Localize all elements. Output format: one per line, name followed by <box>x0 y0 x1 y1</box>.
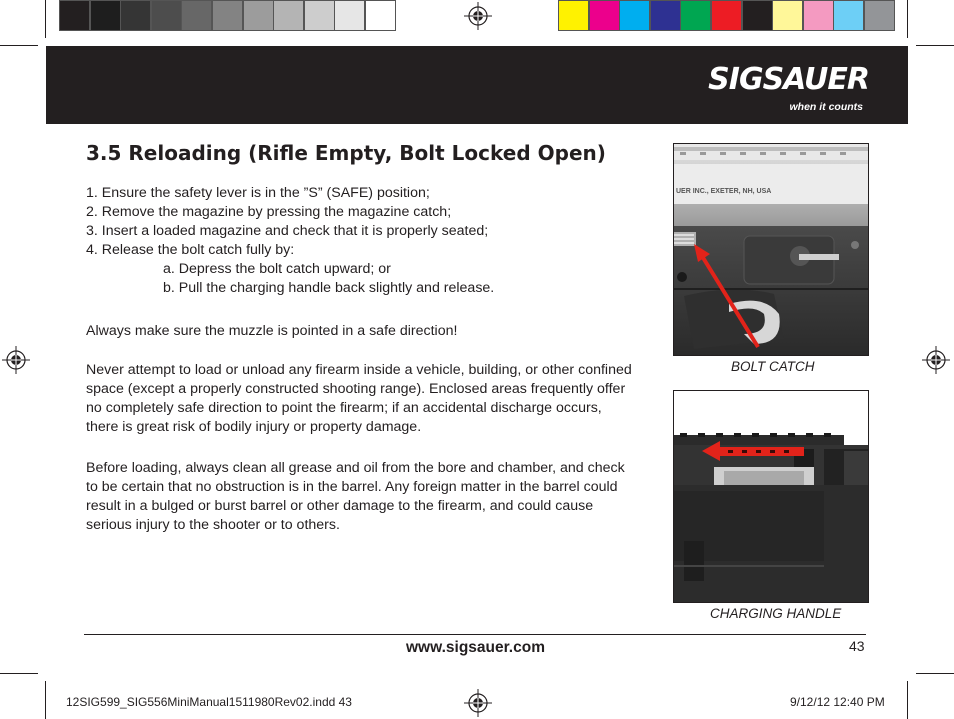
step-item: 1. Ensure the safety lever is in the ”S” (SAFE) position; <box>86 185 430 201</box>
step-item: 3. Insert a loaded magazine and check that it is properly seated; <box>86 223 489 239</box>
process-swatch <box>833 0 864 31</box>
logo-wordmark: SIGSAUER <box>708 62 869 97</box>
paragraph-line: serious injury to the shooter or to others. <box>86 517 340 533</box>
registration-mark-icon <box>464 2 492 30</box>
footer-rule <box>84 634 866 635</box>
gray-swatch <box>59 0 90 31</box>
process-swatch <box>680 0 711 31</box>
process-swatch <box>742 0 773 31</box>
bolt-catch-photo <box>673 143 869 356</box>
page-number: 43 <box>849 638 865 654</box>
gray-swatch <box>273 0 304 31</box>
step-item: 2. Remove the magazine by pressing the magazine catch; <box>86 204 452 220</box>
sig-sauer-logo <box>708 62 873 118</box>
paragraph-line: Before loading, always clean all grease and oil from the bore and chamber, and check <box>86 460 625 476</box>
confined-space-warning <box>86 361 632 437</box>
gray-swatch <box>365 0 396 31</box>
muzzle-safety-note: Always make sure the muzzle is pointed in a safe direction! <box>86 323 458 339</box>
section-title: 3.5 Reloading (Rifle Empty, Bolt Locked Open) <box>86 141 606 165</box>
process-swatch <box>589 0 620 31</box>
registration-mark-icon <box>2 346 30 374</box>
process-swatch <box>803 0 834 31</box>
gray-swatch <box>181 0 212 31</box>
website-link[interactable]: www.sigsauer.com <box>406 639 545 656</box>
paragraph-line: space (except a properly constructed shooting range). Enclosed areas frequently offer <box>86 381 626 397</box>
gray-swatch <box>243 0 274 31</box>
logo-tagline: when it counts <box>789 101 863 113</box>
step-list <box>86 184 494 298</box>
paragraph-line: to be certain that no obstruction is in the barrel. Any foreign matter in the barrel could <box>86 479 618 495</box>
process-swatch <box>650 0 681 31</box>
paragraph-line: result in a bulged or burst barrel or other damage to the firearm, and could cause <box>86 498 594 514</box>
process-swatch <box>772 0 803 31</box>
gray-swatch <box>334 0 365 31</box>
gray-swatch <box>90 0 121 31</box>
gray-swatch <box>151 0 182 31</box>
paragraph-line: no completely safe direction to point the firearm; if an accidental discharge occurs, <box>86 400 602 416</box>
step-item: 4. Release the bolt catch fully by: <box>86 242 295 258</box>
charging-handle-photo <box>673 390 869 603</box>
receiver-marking: UER INC., EXETER, NH, USA <box>676 188 772 195</box>
print-slug-filename: 12SIG599_SIG556MiniManual1511980Rev02.indd 43 <box>66 695 352 709</box>
substep-item: a. Depress the bolt catch upward; or <box>163 261 391 277</box>
gray-swatch <box>304 0 335 31</box>
registration-mark-icon <box>464 689 492 717</box>
substep-item: b. Pull the charging handle back slightly and release. <box>163 280 495 296</box>
paragraph-line: Never attempt to load or unload any firearm inside a vehicle, building, or other confined <box>86 362 632 378</box>
process-swatch <box>864 0 895 31</box>
process-swatch <box>711 0 742 31</box>
cleaning-instruction <box>86 459 625 535</box>
paragraph-line: there is great risk of bodily injury or property damage. <box>86 419 422 435</box>
registration-mark-icon <box>922 346 950 374</box>
bolt-catch-caption: BOLT CATCH <box>731 359 815 374</box>
print-slug-date: 9/12/12 12:40 PM <box>790 695 885 709</box>
gray-swatch <box>212 0 243 31</box>
process-swatch <box>558 0 589 31</box>
gray-swatch <box>120 0 151 31</box>
charging-handle-caption: CHARGING HANDLE <box>710 606 842 621</box>
process-swatch <box>619 0 650 31</box>
